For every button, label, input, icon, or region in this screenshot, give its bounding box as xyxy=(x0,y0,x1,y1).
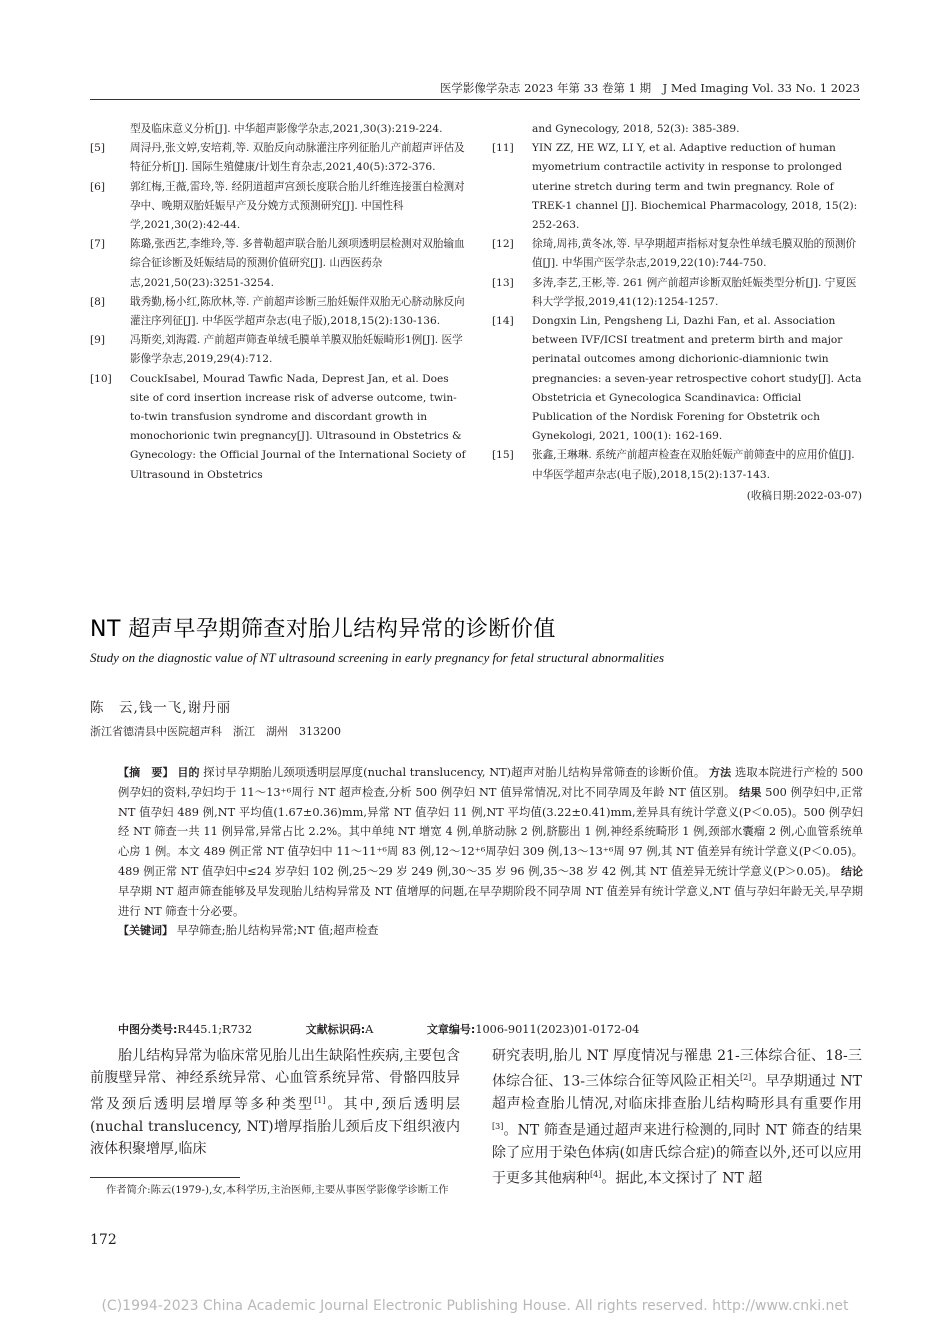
references-left xyxy=(90,120,468,485)
objective-label: 目的 xyxy=(177,766,200,779)
keywords-label: 【关键词】 xyxy=(118,924,173,938)
abstract-label: 【摘 要】 xyxy=(118,766,174,779)
article-authors: 陈 云,钱一飞,谢丹丽 xyxy=(90,700,232,716)
citation[interactable]: [4] xyxy=(590,1169,602,1179)
methods-label: 方法 xyxy=(709,766,732,779)
keywords-text: 早孕筛查;胎儿结构异常;NT 值;超声检查 xyxy=(176,924,379,938)
body-left-column: 胎儿结构异常为临床常见胎儿出生缺陷性疾病,主要包含前腹壁异常、神经系统异常、心血管系统异常、骨骼四肢异常及颈后透明层增厚等多种类型[1]。其中,颈后透明层(nuchal translucency, NT)增厚指胎儿颈后皮下组织液内液体积聚增厚,临床 xyxy=(90,1048,460,1157)
abstract-body xyxy=(118,763,863,921)
body-right-column: 研究表明,胎儿 NT 厚度情况与罹患 21-三体综合征、18-三体综合征、13-三体综合征等风险正相关[2]。早孕期通过 NT 超声检查胎儿情况,对临床排查胎儿结构畸形具有重要作用[3]。NT 筛查是通过超声来进行检测的,同时 NT 筛查的结果除了应用于染色体病(如唐氏综合症)的筛查以外,还可以应用于更多其他病种[4]。据此,本文探讨了 NT 超 xyxy=(492,1048,862,1187)
citation[interactable]: [1] xyxy=(314,1095,326,1105)
reference-item: 型及临床意义分析[J]. 中华超声影像学杂志,2021,30(3):219-224. xyxy=(130,123,443,135)
citation[interactable]: [2] xyxy=(739,1073,752,1083)
references-right xyxy=(492,120,862,506)
author-footnote: 作者简介:陈云(1979-),女,本科学历,主治医师,主要从事医学影像学诊断工作 xyxy=(106,1184,449,1196)
methods-text: 选取本院进行产检的 500 例孕妇的资料,孕妇均于 11～13⁺⁶周行 NT 超声检查,分析 500 例孕妇 NT 值异常情况,对比不同孕周及年龄 NT 值区别。 xyxy=(118,766,864,799)
running-head: 医学影像学杂志 2023 年第 33 卷第 1 期 J Med Imaging Vol. 33 No. 1 2023 xyxy=(439,81,860,95)
reference-item: [12] 徐琦,周祎,黄冬冰,等. 早孕期超声指标对复杂性单绒毛膜双胎的预测价值[J]. 中华围产医学杂志,2019,22(10):744-750. xyxy=(492,238,857,270)
reference-item: [9] 冯斯奕,刘海霞. 产前超声筛查单绒毛膜单羊膜双胎妊娠畸形1例[J]. 医学影像学杂志,2019,29(4):712. xyxy=(90,334,463,366)
article-id: 文章编号:1006-9011(2023)01-0172-04 xyxy=(426,1023,640,1036)
reference-item: [5] 周浔丹,张文婷,安培莉,等. 双胎反向动脉灌注序列征胎儿产前超声评估及特征分析[J]. 国际生殖健康/计划生育杂志,2021,40(5):372-376. xyxy=(90,142,465,174)
reference-item: and Gynecology, 2018, 52(3): 385-389. xyxy=(532,123,740,135)
document-code: 文献标识码:A xyxy=(305,1023,374,1036)
footnote-rule xyxy=(90,1177,240,1178)
classification-line xyxy=(118,1021,863,1037)
clc-number: 中图分类号:R445.1;R732 xyxy=(118,1023,253,1036)
reference-item: [14] Dongxin Lin, Pengsheng Li, Dazhi Fan, et al. Association between IVF/ICSI treatment and preterm birth and major perinatal outcomes among dichorionic-diamnionic twin pregnancies: a seven-year retrospective cohort study[J]. Acta Obstetricia et Gynecologica Scandinavica: Official Publication of the Nordisk Forening for Obstetrik och Gynekologi, 2021, 100(1): 162-169. xyxy=(492,315,862,443)
article-subtitle: Study on the diagnostic value of NT ultrasound screening in early pregnancy for fetal structural abnormalities xyxy=(90,650,664,665)
reference-item: [11] YIN ZZ, HE WZ, LI Y, et al. Adaptive reduction of human myometrium contractile activity in response to prolonged uterine stretch during term and twin pregnancy. Role of TREK-1 channel [J]. Biochemical Pharmacology, 2018, 15(2): 252-263. xyxy=(492,142,858,232)
objective-text: 探讨早孕期胎儿颈项透明层厚度(nuchal translucency, NT)超声对胎儿结构异常筛查的诊断价值。 xyxy=(203,766,706,779)
abstract xyxy=(118,763,863,941)
reference-item: [13] 多涛,李艺,王彬,等. 261 例产前超声诊断双胎妊娠类型分析[J]. 宁夏医科大学学报,2019,41(12):1254-1257. xyxy=(492,276,857,308)
reference-item: [6] 郭红梅,王薇,雷玲,等. 经阴道超声宫颈长度联合胎儿纤维连接蛋白检测对孕中、晚期双胎妊娠早产及分娩方式预测研究[J]. 中国性科学,2021,30(2):42-44. xyxy=(90,180,465,232)
results-text: 500 例孕妇中,正常 NT 值孕妇 489 例,NT 平均值(1.67±0.36)mm,异常 NT 值孕妇 11 例,NT 平均值(3.22±0.41)mm,差异具有统计学意义(P＜0.05)。500 例孕妇经 NT 筛查一共 11 例异常,异常占比 2.2%。其中单纯 NT 增宽 4 例,单脐动脉 2 例,脐膨出 1 例,神经系统畸形 1 例,颈部水囊瘤 2 例,心血管系统单心房 1 例。本文 489 例正常 NT 值孕妇中 11～11⁺⁶周 83 例,12～12⁺⁶周孕妇 309 例,13～13⁺⁶周 97 例,其 NT 值差异有统计学意义(P＜0.05)。489 例正常 NT 值孕妇中≤24 岁孕妇 102 例,25～29 岁 249 例,30～35 岁 96 例,35～38 岁 42 例,其 NT 值差异无统计学意义(P＞0.05)。 xyxy=(118,785,864,878)
reference-item: [7] 陈璐,张西艺,李维玲,等. 多普勒超声联合胎儿颈项透明层检测对双胎输血综合征诊断及妊娠结局的预测价值研究[J]. 山西医药杂志,2021,50(23):3251-3254. xyxy=(90,238,465,289)
citation[interactable]: [3] xyxy=(492,1121,504,1131)
reference-item: [10] CouckIsabel, Mourad Tawfic Nada, Deprest Jan, et al. Does site of cord insertion increase risk of adverse outcome, twin-to-twin transfusion syndrome and discordant growth in monochorionic twin pregnancy[J]. Ultrasound in Obstetrics & Gynecology: the Official Journal of the International Society of Ultrasound in Obstetrics xyxy=(90,372,466,481)
reference-item: [8] 戢秀勤,杨小红,陈欣林,等. 产前超声诊断三胎妊娠伴双胎无心脐动脉反向灌注序列征[J]. 中华医学超声杂志(电子版),2018,15(2):130-136. xyxy=(90,295,465,328)
keywords xyxy=(118,921,863,941)
reference-item: [15] 张鑫,王琳琳. 系统产前超声检查在双胎妊娠产前筛查中的应用价值[J]. 中华医学超声杂志(电子版),2018,15(2):137-143. xyxy=(492,449,855,481)
page-number: 172 xyxy=(90,1232,117,1248)
article-affiliation: 浙江省德清县中医院超声科 浙江 湖州 313200 xyxy=(90,725,341,738)
header-rule xyxy=(90,99,860,100)
conclusion-text: 早孕期 NT 超声筛查能够及早发现胎儿结构异常及 NT 值增厚的问题,在早孕期阶段不同孕周 NT 值差异有统计学意义,NT 值与孕妇年龄无关,早孕期进行 NT 筛查十分必要。 xyxy=(118,884,863,918)
received-date: (收稿日期:2022-03-07) xyxy=(746,489,862,502)
article-title: NT 超声早孕期筛查对胎儿结构异常的诊断价值 xyxy=(90,617,556,642)
copyright-watermark: (C)1994-2023 China Academic Journal Electronic Publishing House. All rights reserved. http://www.cnki.net xyxy=(101,1298,849,1314)
conclusion-label: 结论 xyxy=(840,864,863,878)
results-label: 结果 xyxy=(739,785,762,799)
